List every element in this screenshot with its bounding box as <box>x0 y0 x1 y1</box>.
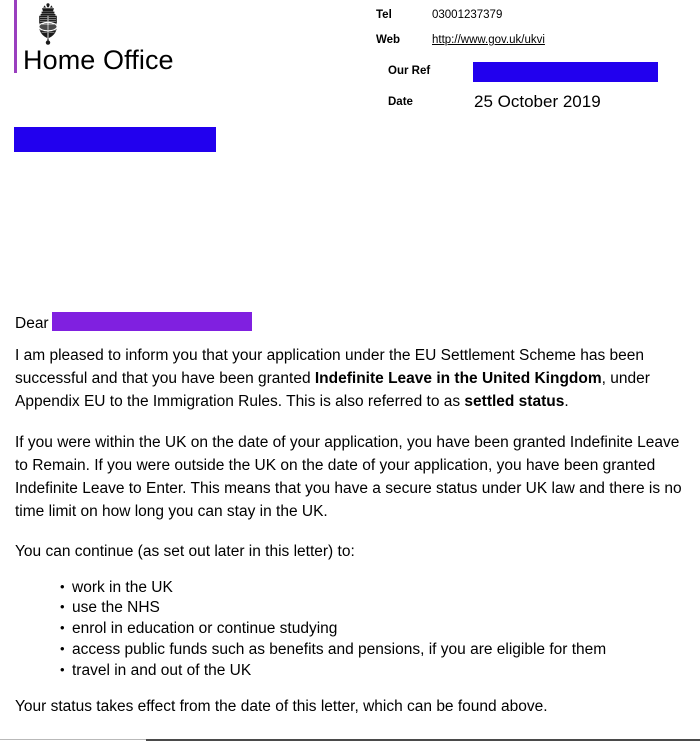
paragraph-grant-confirmation <box>15 344 687 414</box>
list-item: • enrol in education or continue studying <box>60 619 687 640</box>
list-item: • access public funds such as benefits and pensions, if you are eligible for them <box>60 640 687 661</box>
contact-row-tel <box>376 8 696 33</box>
web-url-link[interactable]: http://www.gov.uk/ukvi <box>432 34 545 46</box>
brand-accent-bar <box>14 0 17 73</box>
salutation-prefix: Dear <box>15 315 49 332</box>
paragraph-continue-intro: You can continue (as set out later in this letter) to: <box>15 543 355 561</box>
list-item: • use the NHS <box>60 598 687 619</box>
letter-body <box>15 312 687 735</box>
tel-label: Tel <box>376 9 392 21</box>
royal-crest-icon <box>22 2 74 46</box>
date-value: 25 October 2019 <box>474 92 601 111</box>
benefits-list <box>15 578 687 682</box>
date-label: Date <box>388 96 413 108</box>
para1-part1: I am pleased to inform you that your application under the EU Settlement Scheme has been successful and that you have been granted <box>15 347 644 388</box>
paragraph-leave-type: If you were within the UK on the date of your application, you have been granted Indefinite Leave to Remain. If you were outside the UK on the date of your application, you have been granted Indefinite Leave to Enter. This means that you have a secure status under UK law and there is no time limit on how long you can stay in the UK. <box>15 433 682 521</box>
para1-bold-status: Indefinite Leave in the United Kingdom <box>314 370 602 388</box>
para1-part2: , under Appendix EU to the Immigration Rules. This is also referred to as <box>15 370 650 411</box>
web-label: Web <box>376 34 401 46</box>
addressee-redaction <box>14 127 216 152</box>
department-name: Home Office <box>23 45 174 75</box>
salutation <box>15 312 687 335</box>
recipient-name-redaction <box>52 312 252 331</box>
tel-value: 03001237379 <box>432 9 503 21</box>
footer-rule-right <box>146 739 700 741</box>
list-item: • work in the UK <box>60 578 687 599</box>
reference-details <box>388 62 700 124</box>
list-item: • travel in and out of the UK <box>60 661 687 682</box>
paragraph-effective-date: Your status takes effect from the date of this letter, which can be found above. <box>15 697 548 715</box>
para1-bold-settled-status: settled status <box>464 393 565 411</box>
our-ref-redaction <box>473 62 658 82</box>
our-ref-label: Our Ref <box>388 65 431 77</box>
letterhead <box>0 0 330 120</box>
footer-rule-left <box>0 739 146 740</box>
reference-row-date <box>388 93 700 124</box>
contact-details <box>376 8 696 58</box>
para1-part3: . <box>564 393 569 411</box>
contact-row-web <box>376 33 696 58</box>
reference-row-our-ref <box>388 62 700 93</box>
